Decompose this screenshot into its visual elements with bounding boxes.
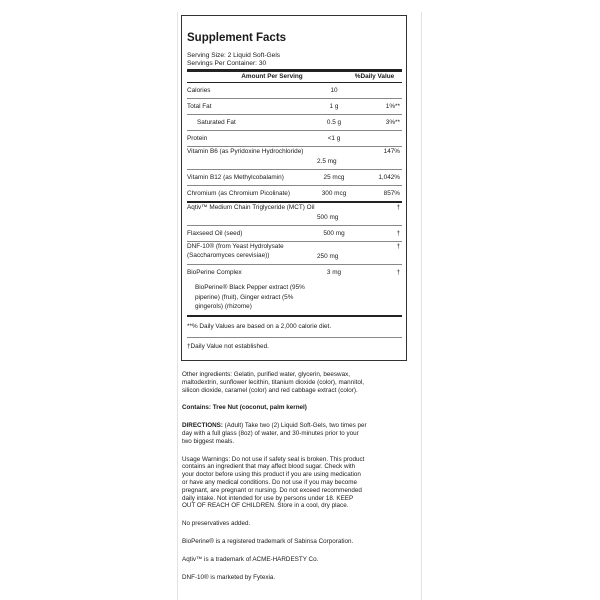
no-preservatives: No preservatives added. [182, 520, 251, 528]
nutrient-amount: <1 g [327, 134, 341, 142]
detail-line: piperine) (fruit), Ginger extract (5% [195, 293, 294, 301]
text-line: OUT OF REACH OF CHILDREN. Store in a cool, dry place. [182, 502, 349, 510]
facts-title: Supplement Facts [187, 32, 287, 44]
nutrient-name: Saturated Fat [197, 118, 236, 126]
row-total-fat [187, 99, 402, 115]
nutrient-name: Vitamin B6 (as Pyridoxine Hydrochloride) [187, 148, 304, 155]
nutrient-name: Flaxseed Oil (seed) [187, 229, 243, 237]
nutrient-dv: 857% [383, 189, 400, 197]
text-line: maltodextrin, sunflower lecithin, titanium dioxide (color), mannitol, [182, 378, 364, 386]
nutrient-name: Calories [187, 86, 211, 94]
right-border [421, 12, 422, 600]
row-dnf10 [187, 242, 402, 265]
nutrient-name-cont: (Saccharomyces cerevisiae)) [187, 252, 270, 259]
nutrient-name: DNF-10® (from Yeast Hydrolysate [187, 243, 284, 250]
row-flaxseed [187, 226, 402, 242]
text-line: your doctor before using this product if you are using medication [182, 471, 361, 479]
nutrient-name: Chromium (as Chromium Picolinate) [187, 189, 290, 197]
amount-header: Amount Per Serving [241, 73, 303, 80]
nutrient-amount: 1 g [329, 102, 339, 110]
supplement-facts-panel [181, 15, 407, 361]
serving-info [187, 52, 402, 68]
footnotes [187, 315, 402, 351]
other-ingredients [182, 371, 417, 394]
nutrient-amount: 250 mg [317, 253, 339, 260]
directions [182, 422, 417, 445]
text-line: contains an ingredient that may affect blood sugar. Check with [182, 463, 356, 471]
text-line: pregnant, are pregnant or nursing. Do not exceed recommended [182, 486, 362, 494]
text-line: silicon dioxide, caramel (color) and red cabbage extract (color). [182, 386, 358, 394]
label-page [177, 12, 422, 600]
row-vitamin-b6 [187, 147, 402, 170]
usage-warnings [182, 456, 417, 511]
nutrient-dv: 3%** [385, 118, 400, 126]
text-line: Usage Warnings: Do not use if safety seal is broken. This product [182, 455, 365, 463]
label-text [182, 371, 417, 581]
detail-line: BioPerine® Black Pepper extract (95% [195, 284, 305, 291]
nutrient-dv: † [396, 229, 400, 237]
serving-size: Serving Size: 2 Liquid Soft-Gels [187, 52, 281, 59]
row-saturated-fat [187, 115, 402, 131]
trademark-aqtiv: Aqtiv™ is a trademark of ACME-HARDESTY Co. [182, 555, 319, 563]
nutrient-name: Vitamin B12 (as Methylcobalamin) [187, 173, 284, 181]
nutrient-dv: 1%** [385, 102, 400, 110]
nutrient-dv: † [396, 268, 400, 276]
row-vitamin-b12 [187, 170, 402, 186]
dv-header: %Daily Value [354, 73, 395, 80]
footnote-dagger: †Daily Value not established. [187, 342, 269, 350]
nutrient-amount: 0.5 g [326, 118, 342, 126]
row-protein [187, 131, 402, 147]
nutrient-dv: 1,042% [378, 173, 400, 181]
nutrient-name: Aqtiv™ Medium Chain Triglyceride (MCT) Oil [187, 204, 315, 211]
row-bioperine [187, 265, 402, 280]
text-line: Other ingredients: Gelatin, purified water, glycerin, beeswax, [182, 371, 351, 378]
footnote-daily-values: **% Daily Values are based on a 2,000 calorie diet. [187, 317, 402, 338]
nutrient-name: Total Fat [187, 102, 212, 110]
trademark-bioperine: BioPerine® is a registered trademark of Sabinsa Corporation. [182, 537, 354, 545]
left-border [177, 12, 178, 600]
servings-per-container: Servings Per Container: 30 [187, 60, 267, 67]
nutrient-amount: 2.5 mg [317, 158, 337, 165]
nutrient-amount: 500 mg [323, 229, 345, 237]
row-calories [187, 83, 402, 99]
nutrient-dv: † [396, 204, 400, 211]
nutrient-amount: 10 [330, 86, 338, 94]
nutrient-amount: 3 mg [326, 268, 342, 276]
nutrient-amount: 500 mg [317, 214, 339, 221]
trademark-dnf10: DNF-10® is marketed by Fytexia. [182, 573, 276, 581]
text-line: or have any medical conditions. Do not use if you may become [182, 478, 358, 486]
nutrient-amount: 300 mcg [321, 189, 347, 197]
detail-line: gingerols) (rhizome) [195, 303, 252, 310]
nutrient-name: BioPerine Complex [187, 268, 242, 276]
text-line: day with a full glass (8oz) of water, and 30-minutes prior to your [182, 429, 359, 437]
nutrient-name: Protein [187, 134, 208, 142]
directions-label: DIRECTIONS: [182, 422, 223, 430]
row-aqtiv [187, 203, 402, 226]
nutrient-amount: 25 mcg [323, 173, 345, 181]
nutrient-dv: 147% [383, 148, 400, 155]
nutrient-dv: † [396, 243, 400, 250]
allergen-statement: Contains: Tree Nut (coconut, palm kernel) [182, 404, 307, 412]
row-chromium [187, 186, 402, 203]
table-header [187, 72, 402, 83]
text-line: (Adult) Take two (2) Liquid Soft-Gels, two times per [222, 422, 367, 430]
text-line: two biggest meals. [182, 437, 235, 445]
bioperine-details [195, 283, 402, 312]
text-line: daily intake. Not intended for use by persons under 18. KEEP [182, 494, 354, 502]
